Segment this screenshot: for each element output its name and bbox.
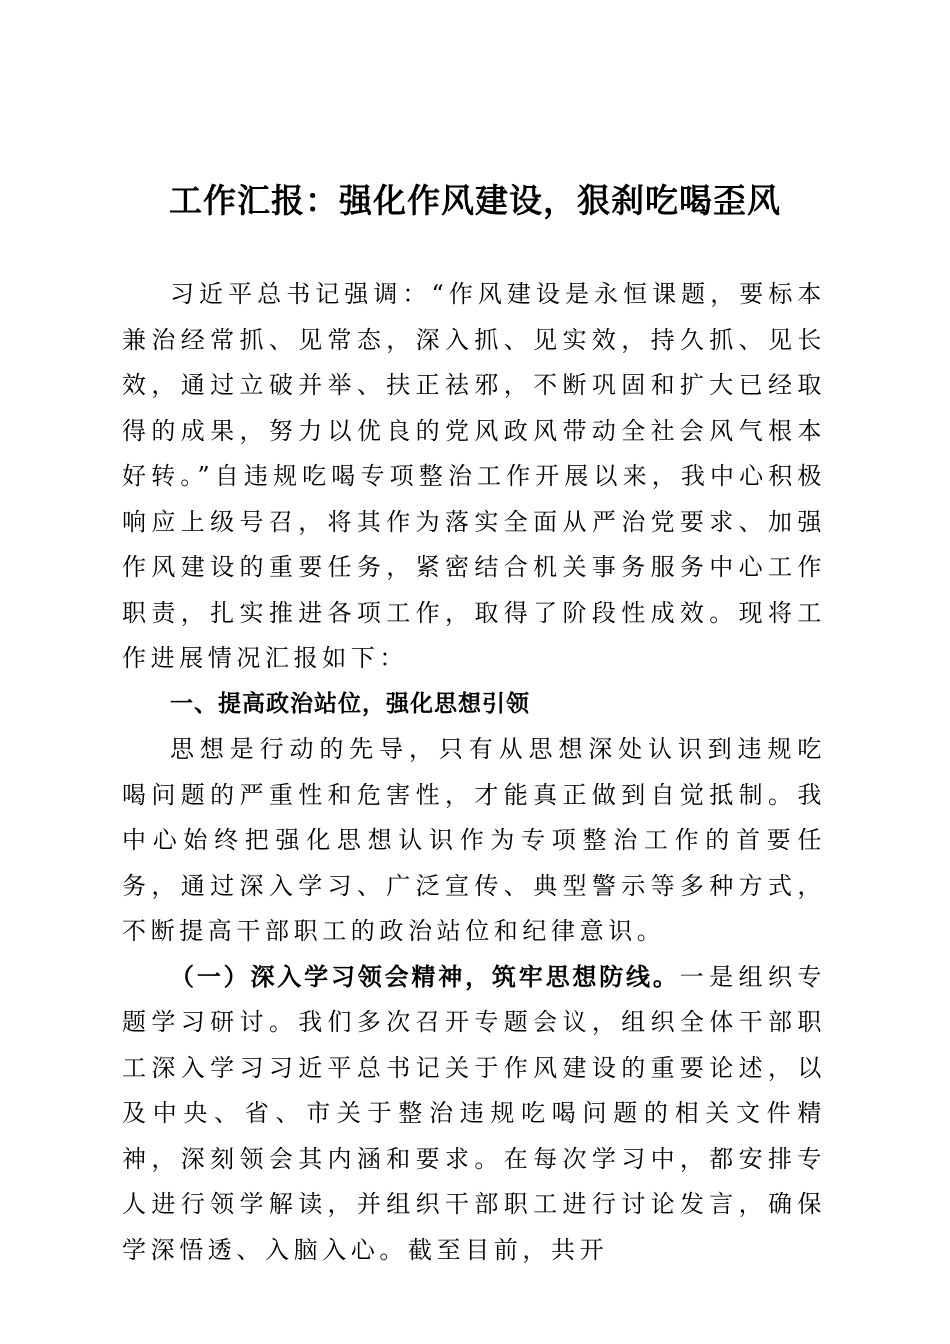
intro-paragraph: 习近平总书记强调：“作风建设是永恒课题，要标本兼治经常抓、见常态，深入抓、见实效，持久抓、见长效，通过立破并举、扶正祛邪，不断巩固和扩大已经取得的成果，努力以优良的党风政风带动全社会风气根本好转。”自违规吃喝专项整治工作开展以来，我中心积极响应上级号召，将其作为落实全面从严治党要求、加强作风建设的重要任务，紧密结合机关事务服务中心工作职责，扎实推进各项工作，取得了阶段性成效。现将工作进展情况汇报如下： — [122, 280, 826, 672]
section-paragraph: 思想是行动的先导，只有从思想深处认识到违规吃喝问题的严重性和危害性，才能真正做到自觉抵制。我中心始终把强化思想认识作为专项整治工作的首要任务，通过深入学习、广泛宣传、典型警示等多种方式，不断提高干部职工的政治站位和纪律意识。 — [122, 735, 826, 945]
document-body — [122, 272, 826, 1273]
section-heading: 一、提高政治站位，强化思想引领 — [170, 690, 530, 717]
subsection-lead: （一）深入学习领会精神，筑牢思想防线。 — [170, 962, 680, 991]
document-title: 工作汇报：强化作风建设，狠刹吃喝歪风 — [169, 181, 781, 220]
subsection-paragraph — [122, 955, 826, 1274]
subsection-text: 一是组织专题学习研讨。我们多次召开专题会议，组织全体干部职工深入学习习近平总书记关于作风建设的重要论述，以及中央、省、市关于整治违规吃喝问题的相关文件精神，深刻领会其内涵和要求。在每次学习中，都安排专人进行领学解读，并组织干部职工进行讨论发言，确保学深悟透、入脑入心。截至目前，共开 — [122, 962, 827, 1264]
